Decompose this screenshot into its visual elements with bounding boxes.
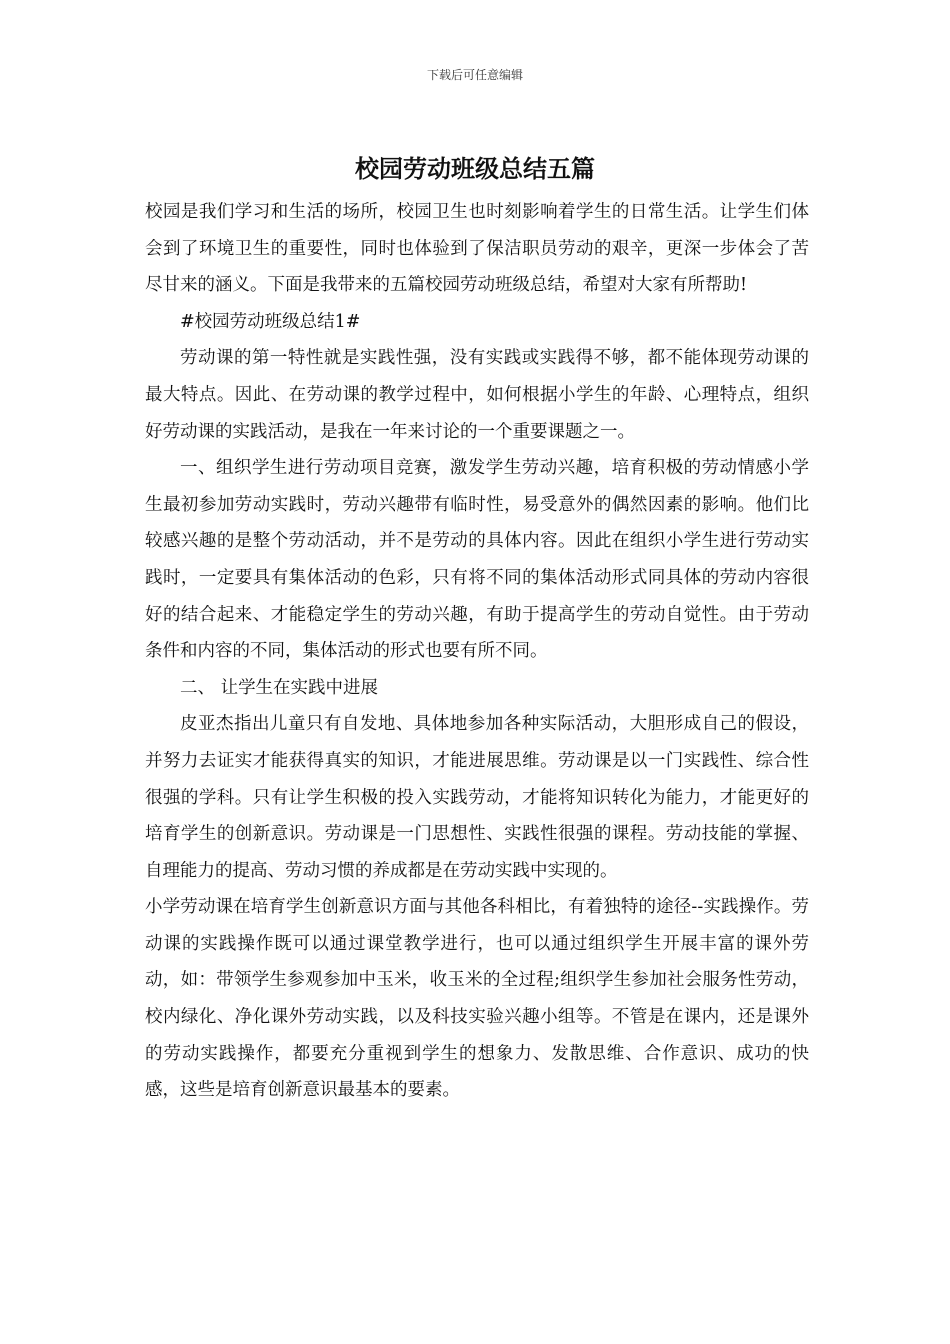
document-body xyxy=(145,194,809,1109)
intro-paragraph: 校园是我们学习和生活的场所，校园卫生也时刻影响着学生的日常生活。让学生们体会到了环境卫生的重要性，同时也体验到了保洁职员劳动的艰辛，更深一步体会了苦尽甘来的涵义。下面是我带来的五篇校园劳动班级总结，希望对大家有所帮助! xyxy=(145,202,809,296)
header-note: 下载后可任意编辑 xyxy=(426,68,523,82)
body-paragraph: 一、组织学生进行劳动项目竞赛，激发学生劳动兴趣，培育积极的劳动情感小学生最初参加劳动实践时，劳动兴趣带有临时性，易受意外的偶然因素的影响。他们比较感兴趣的是整个劳动活动，并不是劳动的具体内容。因此在组织小学生进行劳动实践时，一定要具有集体活动的色彩，只有将不同的集体活动形式同具体的劳动内容很好的结合起来、才能稳定学生的劳动兴趣，有助于提高学生的劳动自觉性。由于劳动条件和内容的不同，集体活动的形式也要有所不同。 xyxy=(145,458,809,662)
section-heading-1: #校园劳动班级总结1# xyxy=(180,311,361,332)
subsection-heading-2: 二、 让学生在实践中进展 xyxy=(180,677,379,698)
body-paragraph: 皮亚杰指出儿童只有自发地、具体地参加各种实际活动，大胆形成自己的假设，并努力去证实才能获得真实的知识，才能进展思维。劳动课是以一门实践性、综合性很强的学科。只有让学生积极的投入实践劳动，才能将知识转化为能力，才能更好的培育学生的创新意识。劳动课是一门思想性、实践性很强的课程。劳动技能的掌握、自理能力的提高、劳动习惯的养成都是在劳动实践中实现的。 xyxy=(145,714,809,881)
body-paragraph: 小学劳动课在培育学生创新意识方面与其他各科相比，有着独特的途径--实践操作。劳动课的实践操作既可以通过课堂教学进行，也可以通过组织学生开展丰富的课外劳动，如：带领学生参观参加中玉米，收玉米的全过程;组织学生参加社会服务性劳动，校内绿化、净化课外劳动实践，以及科技实验兴趣小组等。不管是在课内，还是课外的劳动实践操作，都要充分重视到学生的想象力、发散思维、合作意识、成功的快感，这些是培育创新意识最基本的要素。 xyxy=(145,897,809,1101)
document-title: 校园劳动班级总结五篇 xyxy=(355,154,595,183)
body-paragraph: 劳动课的第一特性就是实践性强，没有实践或实践得不够，都不能体现劳动课的最大特点。因此、在劳动课的教学过程中，如何根据小学生的年龄、心理特点，组织好劳动课的实践活动，是我在一年来讨论的一个重要课题之一。 xyxy=(145,348,809,442)
